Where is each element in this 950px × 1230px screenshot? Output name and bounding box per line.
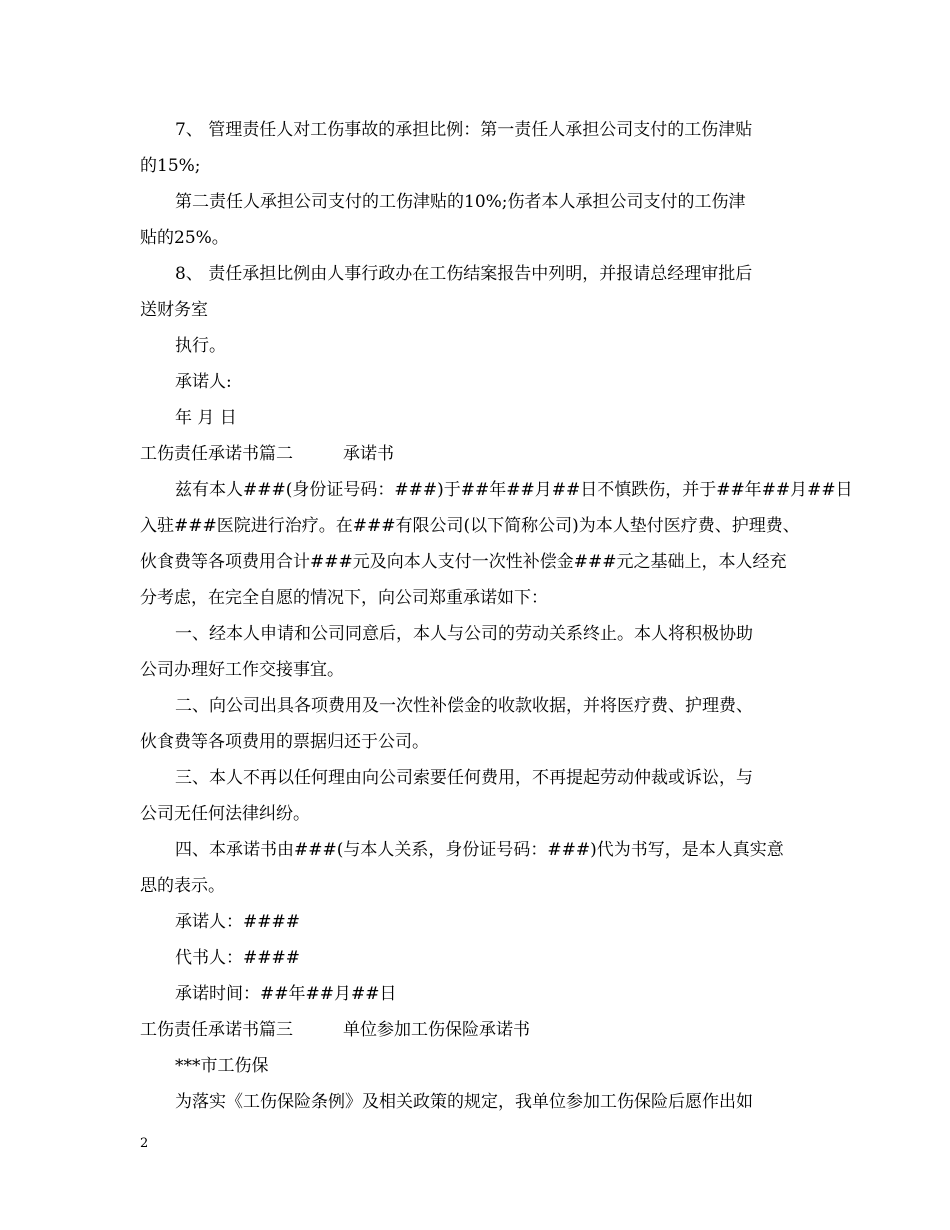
paragraph-line: 送财务室 <box>140 300 208 320</box>
paragraph-line: 伙食费等各项费用合计###元及向本人支付一次性补偿金###元之基础上，本人经充 <box>140 552 787 572</box>
paragraph-line: 公司无任何法律纠纷。 <box>140 804 310 824</box>
paragraph-line: 二、向公司出具各项费用及一次性补偿金的收款收据，并将医疗费、护理费、 <box>175 696 753 716</box>
paragraph-line: 思的表示。 <box>140 876 225 896</box>
paragraph-line: 分考虑，在完全自愿的情况下，向公司郑重承诺如下： <box>140 588 548 608</box>
section-heading-title: 工伤责任承诺书篇二 <box>140 444 293 464</box>
paragraph-line: 三、本人不再以任何理由向公司索要任何费用，不再提起劳动仲裁或诉讼，与 <box>175 768 753 788</box>
section-heading <box>140 1012 820 1048</box>
signatory-line: 承诺人：#### <box>175 912 300 932</box>
paragraph-line: 兹有本人###(身份证号码：###)于##年##月##日不慎跌伤，并于##年##月##日 <box>175 480 853 500</box>
paragraph-line: 公司办理好工作交接事宜。 <box>140 660 344 680</box>
paragraph-line: 第二责任人承担公司支付的工伤津贴的10%;伤者本人承担公司支付的工伤津 <box>175 192 746 212</box>
paragraph-line: 四、本承诺书由###(与本人关系，身份证号码：###)代为书写，是本人真实意 <box>175 840 784 860</box>
paragraph-line: 的15%; <box>140 156 201 176</box>
paragraph-line: 一、经本人申请和公司同意后，本人与公司的劳动关系终止。本人将积极协助 <box>175 624 753 644</box>
paragraph-line: 7、 管理责任人对工伤事故的承担比例：第一责任人承担公司支付的工伤津贴 <box>175 120 753 140</box>
signatory-line: 承诺人: <box>175 372 232 392</box>
date-line: 年 月 日 <box>175 408 237 428</box>
addressee-line: ***市工伤保 <box>175 1056 269 1076</box>
section-heading-subtitle: 单位参加工伤保险承诺书 <box>343 1020 530 1040</box>
proxy-writer-line: 代书人：#### <box>175 948 300 968</box>
paragraph-line: 入驻###医院进行治疗。在###有限公司(以下简称公司)为本人垫付医疗费、护理费、 <box>140 516 800 536</box>
paragraph-line: 8、 责任承担比例由人事行政办在工伤结案报告中列明，并报请总经理审批后 <box>175 264 753 284</box>
paragraph-line: 为落实《工伤保险条例》及相关政策的规定，我单位参加工伤保险后愿作出如 <box>175 1092 753 1112</box>
paragraph-line: 伙食费等各项费用的票据归还于公司。 <box>140 732 429 752</box>
section-heading <box>140 436 820 472</box>
paragraph-line: 贴的25%。 <box>140 228 229 248</box>
paragraph-line: 执行。 <box>175 336 226 356</box>
date-line: 承诺时间：##年##月##日 <box>175 984 397 1004</box>
document-body <box>140 112 853 1120</box>
section-heading-title: 工伤责任承诺书篇三 <box>140 1020 293 1040</box>
section-heading-subtitle: 承诺书 <box>343 444 394 464</box>
page-number: 2 <box>140 1136 149 1151</box>
